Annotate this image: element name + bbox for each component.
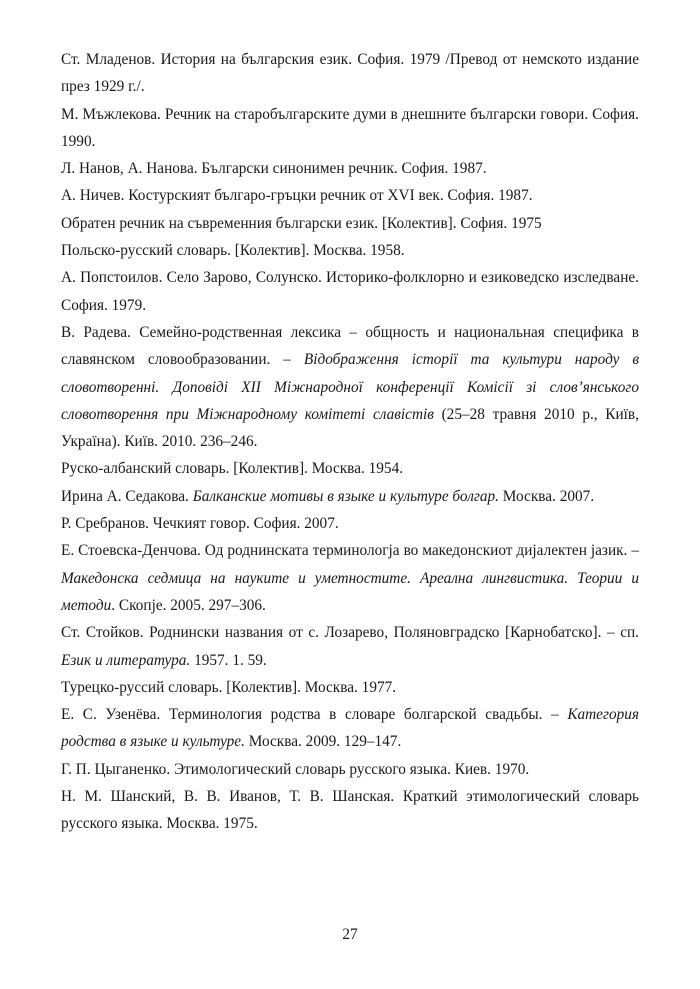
entry-text: Ирина А. Седакова. — [61, 487, 193, 505]
bibliography-entry — [61, 510, 639, 537]
bibliography-entry — [61, 537, 639, 619]
entry-text: М. Мъжлекова. Речник на старобългарските думи в днешните български говори. София. 1990. — [61, 105, 639, 150]
entry-text: Польско-русский словарь. [Колектив]. Москва. 1958. — [61, 242, 405, 260]
bibliography-entry — [61, 101, 639, 156]
entry-text: Е. С. Узенёва. Терминология родства в словаре болгарской свадьбы. – — [61, 706, 568, 724]
bibliography-entry — [61, 783, 639, 838]
bibliography-entry — [61, 46, 639, 101]
entry-text: Ст. Стойков. Роднински названия от с. Лозарево, Поляновградско [Карнобатско]. – сп. — [61, 624, 639, 642]
entry-text: Обратен речник на съвременния български език. [Колектив]. София. 1975 — [61, 214, 542, 232]
entry-title-italic: Език и литература. — [61, 651, 191, 669]
entry-text: Москва. 2007. — [498, 487, 595, 505]
entry-text: Е. Стоевска-Денчова. Од роднинската терминологја во македонскиот дијалектен јазик. – — [61, 542, 639, 560]
bibliography-entry — [61, 674, 639, 701]
entry-text: Москва. 2009. 129–147. — [244, 733, 402, 751]
bibliography-entry — [61, 701, 639, 756]
bibliography-entry — [61, 756, 639, 783]
entry-text: (25–28 травня 2010 р., Київ, Україна). Київ. 2010. 236–246. — [61, 405, 639, 451]
entry-text: Л. Нанов, А. Нанова. Български синонимен речник. София. 1987. — [61, 160, 487, 178]
entry-text: Руско-албанский словарь. [Колектив]. Москва. 1954. — [61, 460, 404, 478]
entry-title-italic: Македонска седмица на науките и уметностите. Ареална лингвистика. Теории и методи — [61, 569, 639, 614]
bibliography-entry — [61, 155, 639, 182]
entry-text: Турецко-руссий словарь. [Колектив]. Москва. 1977. — [61, 678, 397, 696]
entry-title-italic: Категория родства в языке и культуре. — [61, 706, 639, 751]
entry-text: Г. П. Цыганенко. Этимологический словарь русского языка. Киев. 1970. — [61, 760, 530, 778]
page-number: 27 — [342, 926, 358, 943]
bibliography-entry — [61, 210, 639, 237]
bibliography-entry — [61, 319, 639, 455]
entry-text: В. Радева. Семейно-родственная лексика – общность и национальная специфика в славянском словообразовании. – — [61, 323, 639, 369]
entry-text: А. Ничев. Костурският българо-гръцки речник от XVI век. София. 1987. — [61, 187, 533, 205]
entry-text: 1957. 1. 59. — [190, 651, 267, 669]
bibliography-list — [61, 46, 639, 838]
entry-title-italic: Відображення історії та культури народу в словотворенні. Доповіді ХІІ Міжнародної конференції Комісії зі слов’янського словотворення при Міжнародному комітеті славістів — [61, 351, 640, 423]
entry-text: Ст. Младенов. История на българския език. София. 1979 /Превод от немското издание през 1929 г./. — [61, 51, 639, 96]
bibliography-entry — [61, 455, 639, 482]
entry-text: Н. М. Шанский, В. В. Иванов, Т. В. Шанская. Краткий этимологический словарь русского языка. Москва. 1975. — [61, 788, 639, 833]
bibliography-entry — [61, 264, 639, 319]
entry-text: . Скопје. 2005. 297–306. — [111, 596, 266, 614]
bibliography-entry — [61, 619, 639, 674]
entry-text: Р. Сребранов. Чечкият говор. София. 2007. — [61, 515, 339, 533]
entry-title-italic: Балканские мотивы в языке и культуре болгар. — [192, 487, 499, 505]
bibliography-entry — [61, 237, 639, 264]
bibliography-entry — [61, 483, 639, 510]
entry-text: А. Попстоилов. Село Зарово, Солунско. Историко-фолклорно и езиковедско изследване. София. 1979. — [61, 269, 639, 314]
bibliography-entry — [61, 182, 639, 209]
